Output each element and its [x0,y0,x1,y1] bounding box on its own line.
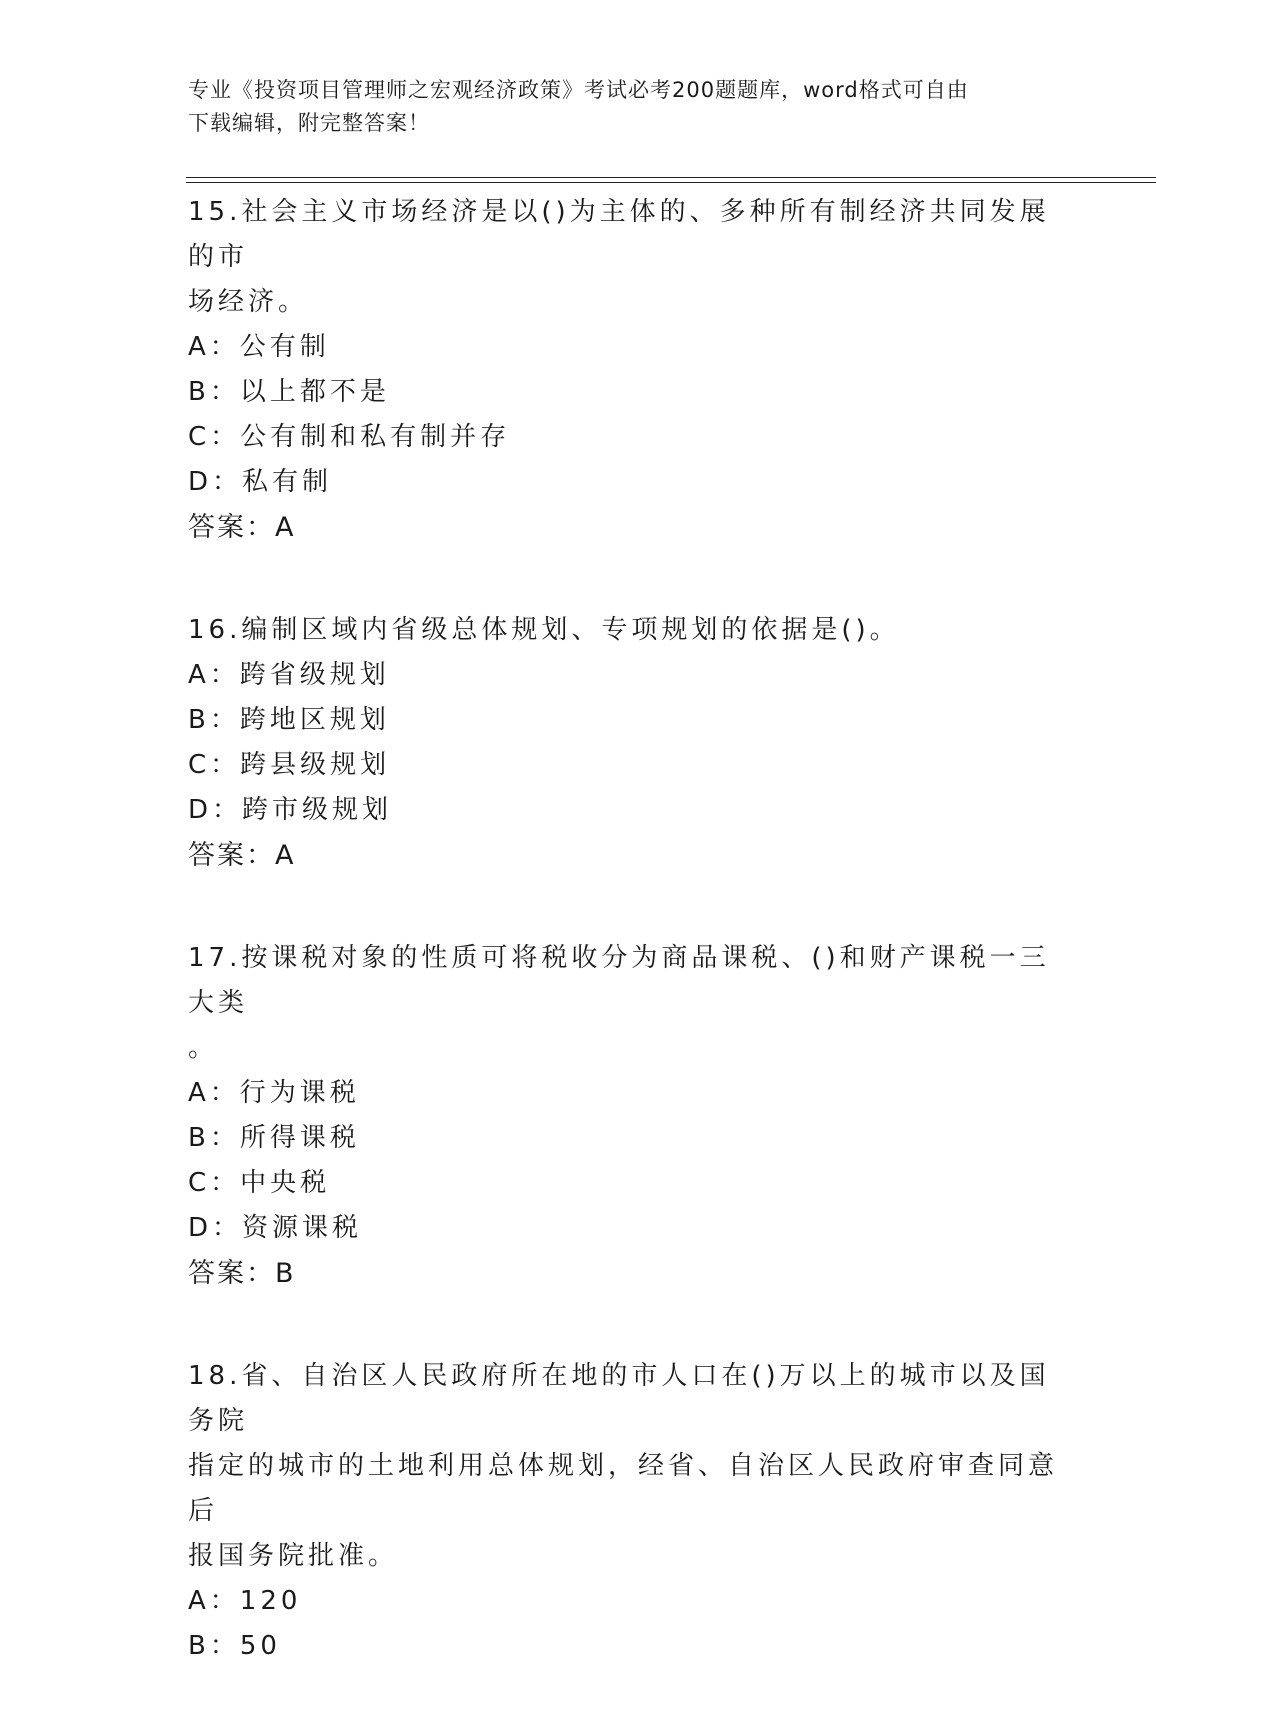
question-list [188,190,1068,1727]
option-b: B：所得课税 [188,1123,360,1153]
option-a: A：跨省级规划 [188,660,390,690]
question-stem-line: 16.编制区域内省级总体规划、专项规划的依据是()。 [188,615,900,645]
header-divider-top [186,177,1156,178]
option-d: D：私有制 [188,467,333,497]
header-line-2: 下载编辑，附完整答案！ [188,111,430,135]
question-16 [188,608,1068,878]
option-b: B：跨地区规划 [188,705,390,735]
question-stem-line: 18.省、自治区人民政府所在地的市人口在()万以上的城市以及国务院 [188,1361,1050,1436]
question-stem-line: 报国务院批准。 [188,1541,399,1571]
option-d: D：资源课税 [188,1213,363,1243]
question-18 [188,1354,1068,1669]
option-d: D：跨市级规划 [188,795,393,825]
option-a: A：公有制 [188,332,330,362]
header-divider-bottom [186,182,1156,183]
answer-line: 答案：A [188,512,296,543]
question-stem-line: 指定的城市的土地利用总体规划，经省、自治区人民政府审查同意后 [188,1451,1059,1526]
option-c: C：跨县级规划 [188,750,391,780]
answer-line: 答案：B [188,1258,296,1289]
option-a: A：行为课税 [188,1078,360,1108]
question-stem-line: 场经济。 [188,287,309,317]
document-header [188,74,1068,140]
question-17 [188,936,1068,1296]
option-a: A：120 [188,1586,302,1616]
question-stem-line: 15.社会主义市场经济是以()为主体的、多种所有制经济共同发展的市 [188,197,1050,272]
option-b: B：以上都不是 [188,377,390,407]
question-15 [188,190,1068,550]
option-c: C：公有制和私有制并存 [188,422,511,452]
question-stem-line: 。 [188,1033,219,1063]
answer-line: 答案：A [188,840,296,871]
option-c: C：中央税 [188,1168,331,1198]
header-line-1: 专业《投资项目管理师之宏观经济政策》考试必考200题题库，word格式可自由 [188,78,969,102]
option-b: B：50 [188,1631,281,1661]
question-stem-line: 17.按课税对象的性质可将税收分为商品课税、()和财产课税一三大类 [188,943,1050,1018]
